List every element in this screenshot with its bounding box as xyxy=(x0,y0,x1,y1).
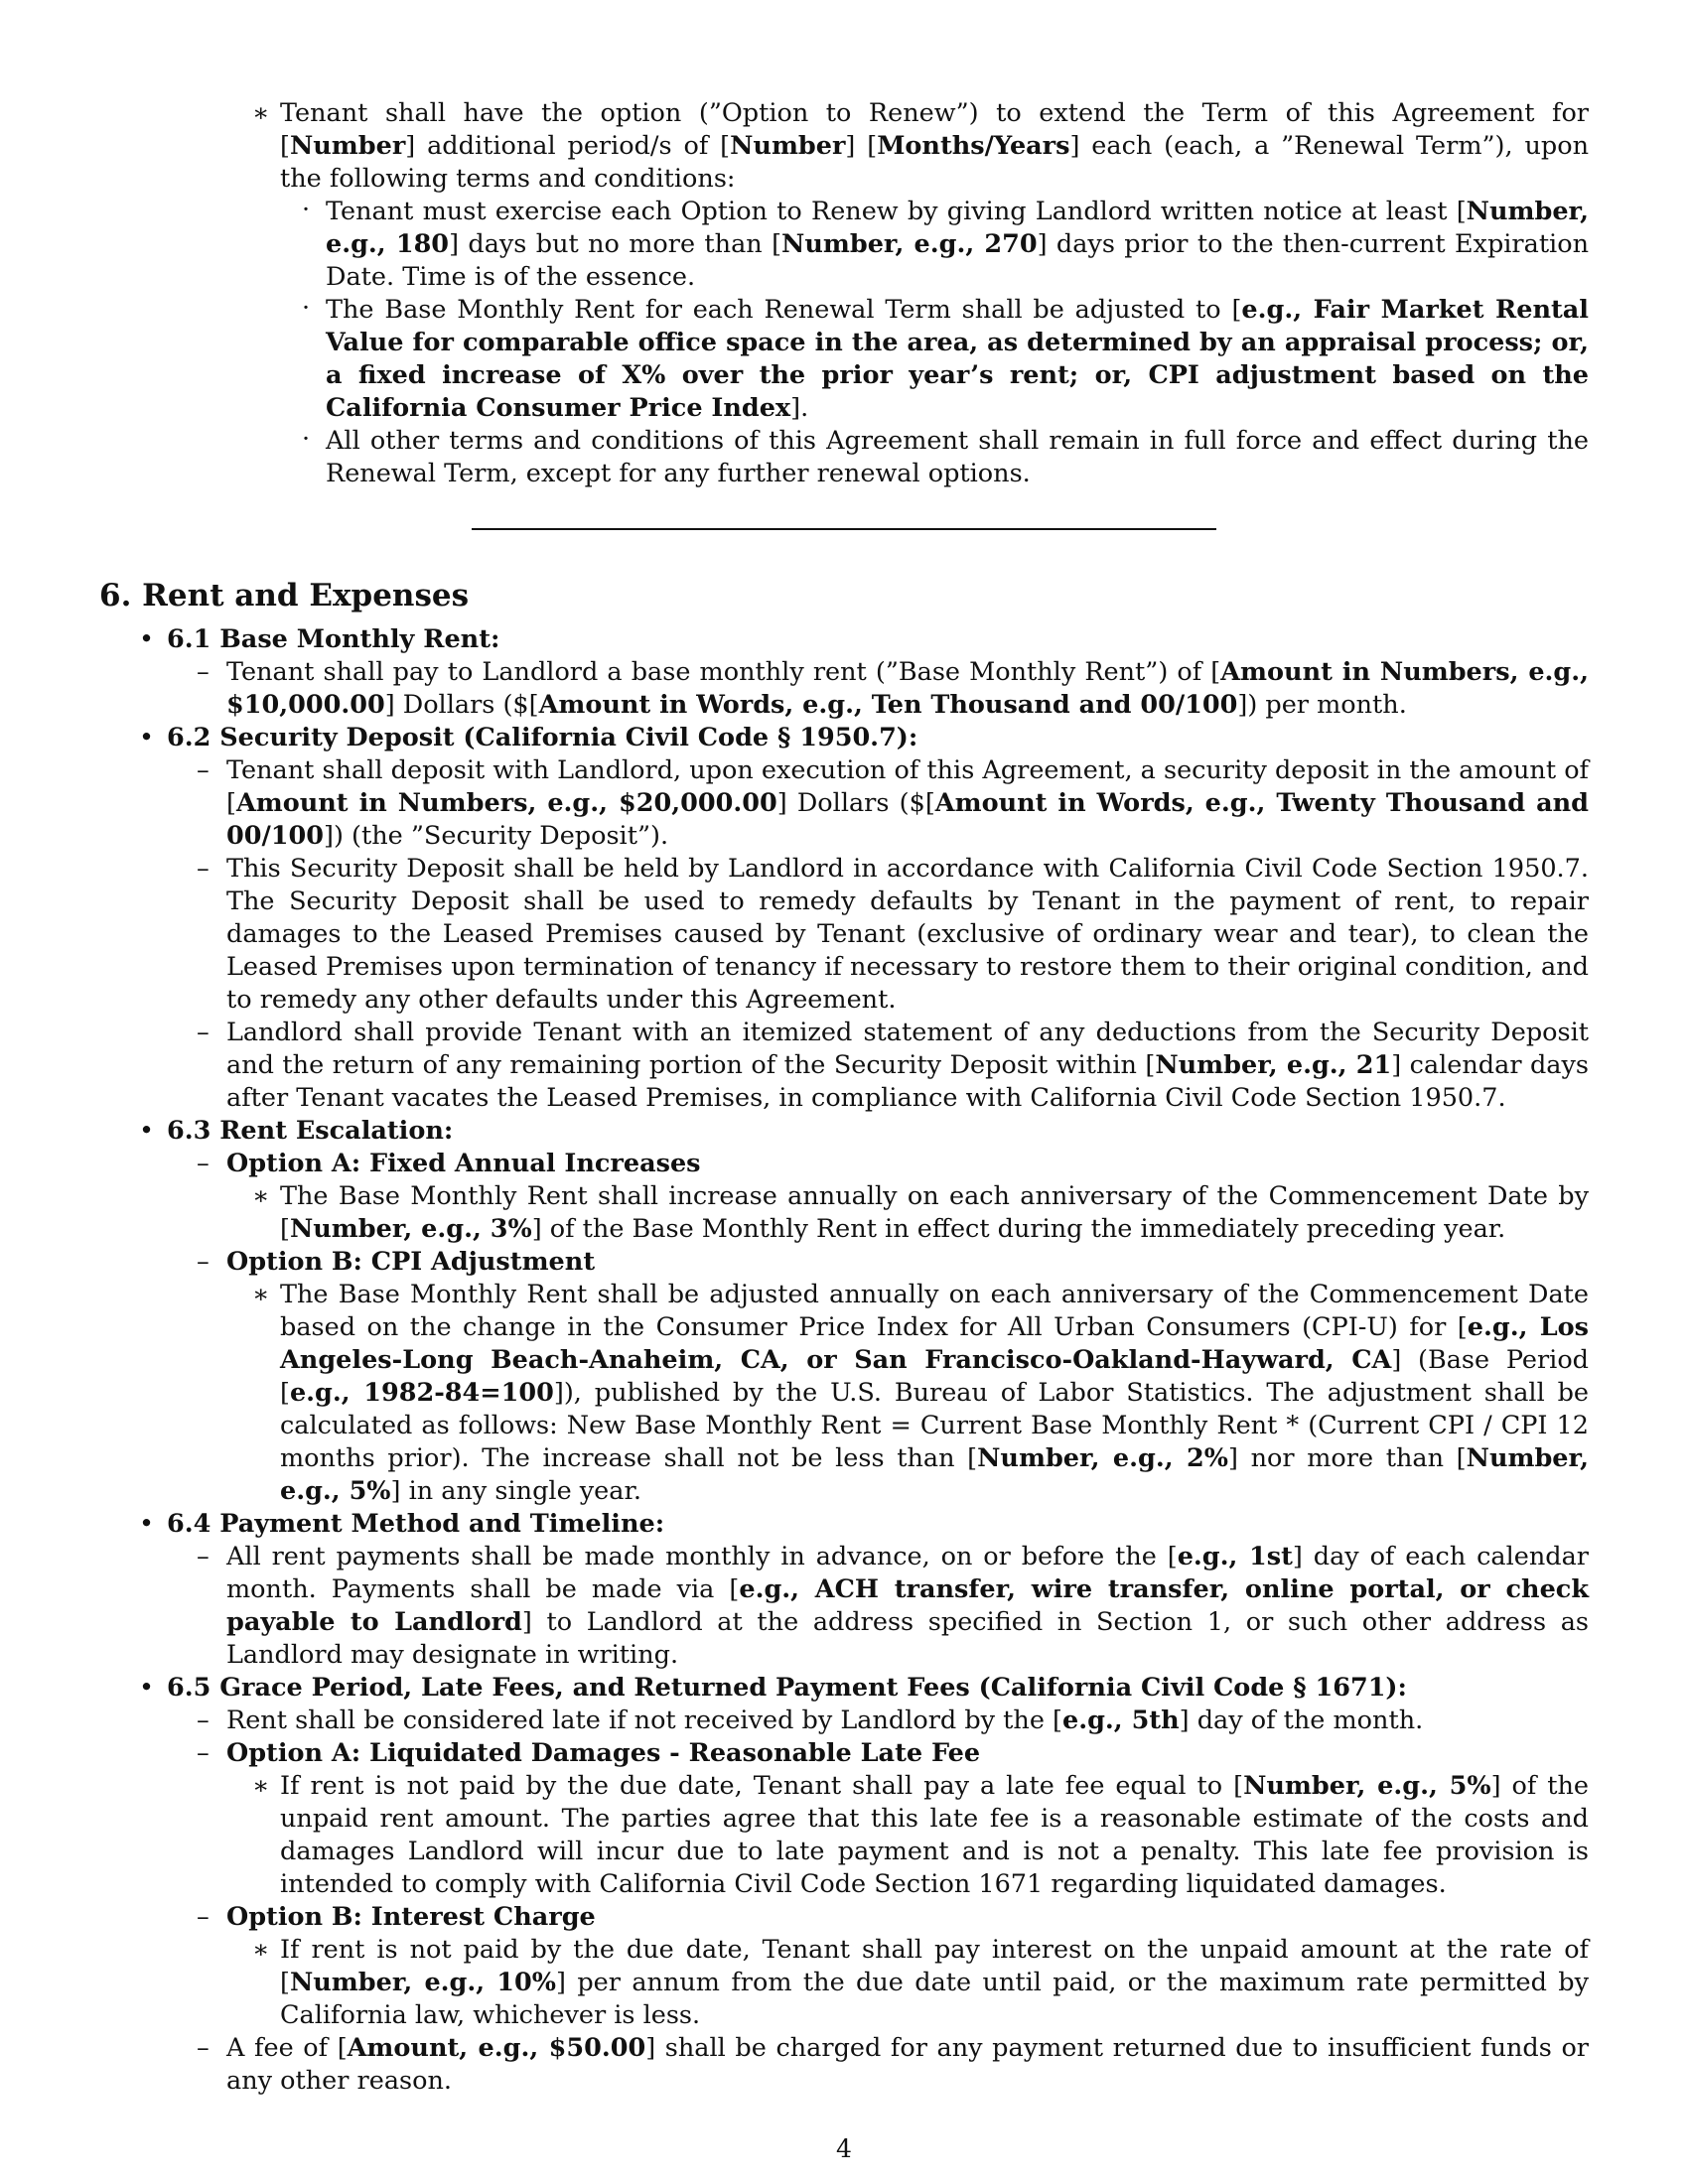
page-number: 4 xyxy=(836,2134,852,2163)
renewal-option-paragraph: ∗ Tenant shall have the option (”Option to Renew”) to extend the Term of this Agreement for [Number] additional period/s of [Number] [Months/Years] each (each, a ”Renewal Term”), upon the following terms and conditions: xyxy=(252,98,1589,194)
late-fee-option-b-text: ∗ If rent is not paid by the due date, Tenant shall pay interest on the unpaid amount at the rate of [Number, e.g., 10%] per annum from the due date until paid, or the maximum rate permitted by California law, whichever is less. xyxy=(252,1935,1590,2030)
base-rent-paragraph: – Tenant shall pay to Landlord a base monthly rent (”Base Monthly Rent”) of [Amount in Numbers, e.g., $10,000.00] Dollars ($[Amount in Words, e.g., Ten Thousand and 00/100]) per month. xyxy=(197,657,1590,720)
escalation-option-a-label: – Option A: Fixed Annual Increases xyxy=(197,1149,701,1178)
star-marker: ∗ xyxy=(252,1280,270,1309)
subsection-heading-6-1: • 6.1 Base Monthly Rent: xyxy=(139,624,500,654)
late-rent-paragraph: – Rent shall be considered late if not received by Landlord by the [e.g., 5th] day of the month. xyxy=(197,1706,1424,1735)
subsection-heading-6-2: • 6.2 Security Deposit (California Civil Code § 1950.7): xyxy=(139,723,918,752)
escalation-option-b-text: ∗ The Base Monthly Rent shall be adjusted annually on each anniversary of the Commencement Date based on the change in the Consumer Price Index for All Urban Consumers (CPI-U) for [e.g., Los Angeles-Long Beach-Anaheim, CA, or San Francisco-Oakland-Hayward, CA] (Base Period [e.g., 1982-84=100]), published by the U.S. Bureau of Labor Statistics. The adjustment shall be calculated as follows: New Base Monthly Rent = Current Base Monthly Rent * (Current CPI / CPI 12 months prior). The increase shall not be less than [Number, e.g., 2%] nor more than [Number, e.g., 5%] in any single year. xyxy=(252,1280,1590,1506)
dot-marker: · xyxy=(302,293,311,323)
payment-method-paragraph: – All rent payments shall be made monthly in advance, on or before the [e.g., 1st] day of each calendar month. Payments shall be made via [e.g., ACH transfer, wire transfer, online portal, or check payable to Landlord] to Landlord at the address specified in Section 1, or such other address as Landlord may designate in writing. xyxy=(197,1542,1590,1670)
dash-marker: – xyxy=(197,1247,210,1277)
bullet-marker: • xyxy=(139,624,155,654)
star-marker: ∗ xyxy=(252,98,270,128)
dash-marker: – xyxy=(197,1738,210,1768)
subsection-heading-6-4: • 6.4 Payment Method and Timeline: xyxy=(139,1509,665,1539)
subsection-heading-6-3: • 6.3 Rent Escalation: xyxy=(139,1116,454,1146)
section-heading: 6. Rent and Expenses xyxy=(99,578,470,614)
subsection-heading-6-5: • 6.5 Grace Period, Late Fees, and Returned Payment Fees (California Civil Code § 1671): xyxy=(139,1673,1407,1703)
dash-marker: – xyxy=(197,1902,210,1932)
star-marker: ∗ xyxy=(252,1935,270,1965)
renewal-item: · The Base Monthly Rent for each Renewal Term shall be adjusted to [e.g., Fair Market Rental Value for comparable office space in the area, as determined by an appraisal process; or, a fixed increase of X% over the prior year’s rent; or, CPI adjustment based on the California Consumer Price Index]. xyxy=(302,293,1589,423)
star-marker: ∗ xyxy=(252,1771,270,1801)
renewal-item: · Tenant must exercise each Option to Renew by giving Landlord written notice at least [Number, e.g., 180] days but no more than [Number, e.g., 270] days prior to the then-current Expiration Date. Time is of the essence. xyxy=(302,195,1589,292)
bullet-marker: • xyxy=(139,1509,155,1539)
returned-payment-fee-paragraph: – A fee of [Amount, e.g., $50.00] shall be charged for any payment returned due to insufficient funds or any other reason. xyxy=(197,2033,1589,2096)
late-fee-option-a-text: ∗ If rent is not paid by the due date, Tenant shall pay a late fee equal to [Number, e.g., 5%] of the unpaid rent amount. The parties agree that this late fee is a reasonable estimate of the costs and damages Landlord will incur due to late payment and is not a penalty. This late fee provision is intended to comply with California Civil Code Section 1671 regarding liquidated damages. xyxy=(252,1771,1589,1899)
bullet-marker: • xyxy=(139,1673,155,1703)
star-marker: ∗ xyxy=(252,1181,270,1211)
security-deposit-use-paragraph: – This Security Deposit shall be held by Landlord in accordance with California Civil Code Section 1950.7. The Security Deposit shall be used to remedy defaults by Tenant in the payment of rent, to repair damages to the Leased Premises caused by Tenant (exclusive of ordinary wear and tear), to clean the Leased Premises upon termination of tenancy if necessary to restore them to their original condition, and to remedy any other defaults under this Agreement. xyxy=(197,854,1589,1015)
dash-marker: – xyxy=(197,1542,210,1571)
dash-marker: – xyxy=(197,1706,210,1735)
dot-marker: · xyxy=(302,424,311,454)
security-deposit-amount-paragraph: – Tenant shall deposit with Landlord, upon execution of this Agreement, a security deposit in the amount of [Amount in Numbers, e.g., $20,000.00] Dollars ($[Amount in Words, e.g., Twenty Thousand and 00/100]) (the ”Security Deposit”). xyxy=(197,755,1590,851)
dash-marker: – xyxy=(197,657,210,687)
late-fee-option-a-label: – Option A: Liquidated Damages - Reasonable Late Fee xyxy=(197,1738,981,1768)
security-deposit-return-paragraph: – Landlord shall provide Tenant with an itemized statement of any deductions from the Security Deposit and the return of any remaining portion of the Security Deposit within [Number, e.g., 21] calendar days after Tenant vacates the Leased Premises, in compliance with California Civil Code Section 1950.7. xyxy=(197,1018,1589,1113)
escalation-option-b-label: – Option B: CPI Adjustment xyxy=(197,1247,596,1277)
page-content xyxy=(99,97,1589,2098)
renewal-item: · All other terms and conditions of this Agreement shall remain in full force and effect during the Renewal Term, except for any further renewal options. xyxy=(302,424,1589,488)
dash-marker: – xyxy=(197,755,210,785)
late-fee-option-b-label: – Option B: Interest Charge xyxy=(197,1902,596,1932)
escalation-option-a-text: ∗ The Base Monthly Rent shall increase annually on each anniversary of the Commencement Date by [Number, e.g., 3%] of the Base Monthly Rent in effect during the immediately preceding year. xyxy=(252,1181,1589,1244)
horizontal-rule xyxy=(472,528,1216,530)
bullet-marker: • xyxy=(139,723,155,752)
bullet-marker: • xyxy=(139,1116,155,1146)
dash-marker: – xyxy=(197,2033,210,2063)
dot-marker: · xyxy=(302,195,311,224)
dash-marker: – xyxy=(197,1018,210,1047)
dash-marker: – xyxy=(197,854,210,884)
dash-marker: – xyxy=(197,1149,210,1178)
